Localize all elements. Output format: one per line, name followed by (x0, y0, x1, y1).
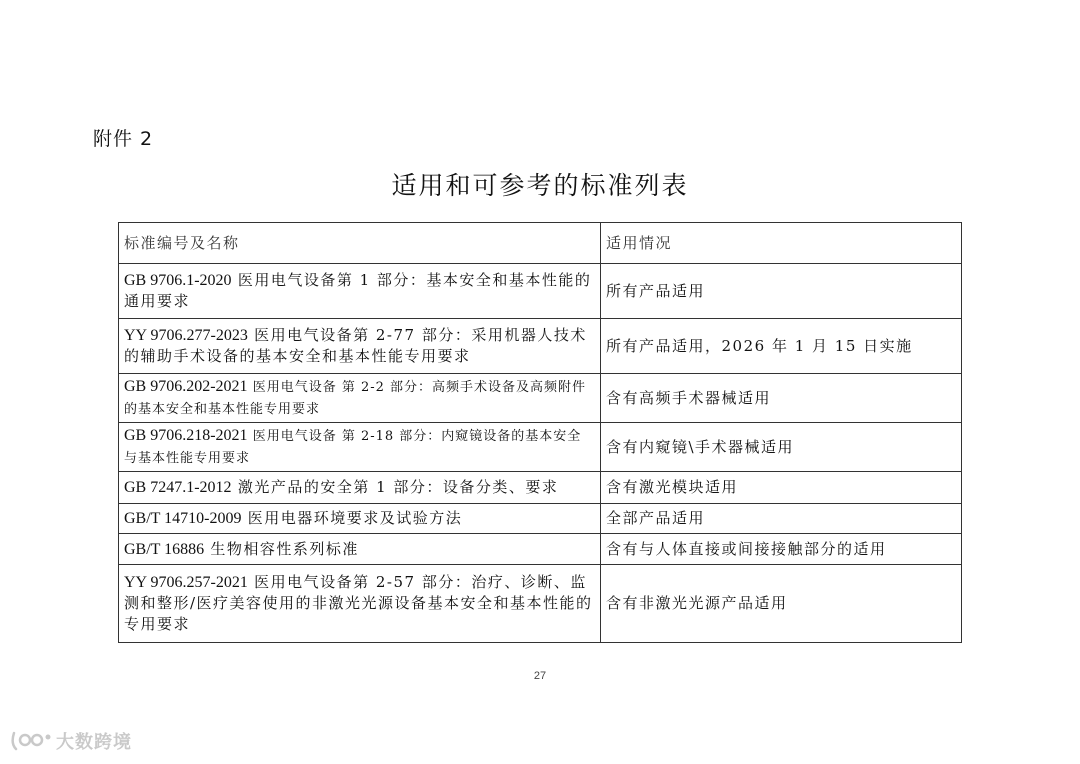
applicability-cell: 含有激光模块适用 (601, 472, 962, 504)
standard-name: 医用电气设备第 1 部分：基本安全和基本性能的通用要求 (124, 271, 592, 310)
standard-code: GB 9706.1-2020 (124, 272, 232, 289)
standard-name: 医用电器环境要求及试验方法 (241, 509, 463, 527)
table-row (119, 504, 962, 534)
applicability-cell: 所有产品适用，2026 年 1 月 15 日实施 (601, 319, 962, 374)
table-row (119, 472, 962, 504)
table-row (119, 374, 962, 423)
document-title: 适用和可参考的标准列表 (391, 171, 689, 200)
applicability-cell: 含有高频手术器械适用 (601, 374, 962, 423)
standard-code: GB/T 14710-2009 (124, 510, 242, 527)
applicability-cell: 全部产品适用 (601, 504, 962, 534)
standard-cell (119, 264, 601, 319)
page-number: 27 (533, 670, 547, 682)
standard-cell (119, 565, 601, 643)
table-row (119, 534, 962, 565)
table-row (119, 264, 962, 319)
header-applicability: 适用情况 (601, 223, 962, 264)
applicability-cell: 含有非激光光源产品适用 (601, 565, 962, 643)
table-row (119, 565, 962, 643)
standard-code: GB 9706.218-2021 (124, 427, 248, 444)
standard-cell (119, 472, 601, 504)
brand-logo-icon (10, 729, 52, 753)
watermark (10, 728, 132, 754)
header-standard: 标准编号及名称 (119, 223, 601, 264)
standard-name: 激光产品的安全第 1 部分：设备分类、要求 (231, 478, 559, 496)
table-header-row (119, 223, 962, 264)
standard-name: 医用电气设备第 2-77 部分：采用机器人技术的辅助手术设备的基本安全和基本性能专用要求 (124, 326, 587, 365)
table-row (119, 423, 962, 472)
standard-cell (119, 423, 601, 472)
standard-code: YY 9706.277-2023 (124, 327, 248, 344)
standard-code: GB 9706.202-2021 (124, 378, 248, 395)
standard-name: 医用电气设备 第 2-18 部分：内窥镜设备的基本安全与基本性能专用要求 (124, 429, 582, 466)
standard-cell (119, 374, 601, 423)
attachment-label: 附件 2 (93, 128, 154, 150)
standard-name: 医用电气设备 第 2-2 部分：高频手术设备及高频附件的基本安全和基本性能专用要求 (124, 380, 587, 417)
standard-code: GB/T 16886 (124, 540, 205, 558)
applicability-cell: 所有产品适用 (601, 264, 962, 319)
applicability-cell: 含有内窥镜\手术器械适用 (601, 423, 962, 472)
applicability-cell: 含有与人体直接或间接接触部分的适用 (601, 534, 962, 565)
watermark-text: 大数跨境 (56, 732, 132, 753)
standard-name: 医用电气设备第 2-57 部分：治疗、诊断、监测和整形/医疗美容使用的非激光光源设备基本安全和基本性能的专用要求 (124, 573, 593, 633)
standard-cell (119, 534, 601, 565)
standard-cell (119, 319, 601, 374)
standards-table (118, 222, 962, 643)
standard-code: GB 7247.1-2012 (124, 479, 232, 496)
table-row (119, 319, 962, 374)
standard-code: YY 9706.257-2021 (124, 574, 248, 591)
standard-name: 生物相容性系列标准 (204, 539, 359, 558)
standard-cell (119, 504, 601, 534)
